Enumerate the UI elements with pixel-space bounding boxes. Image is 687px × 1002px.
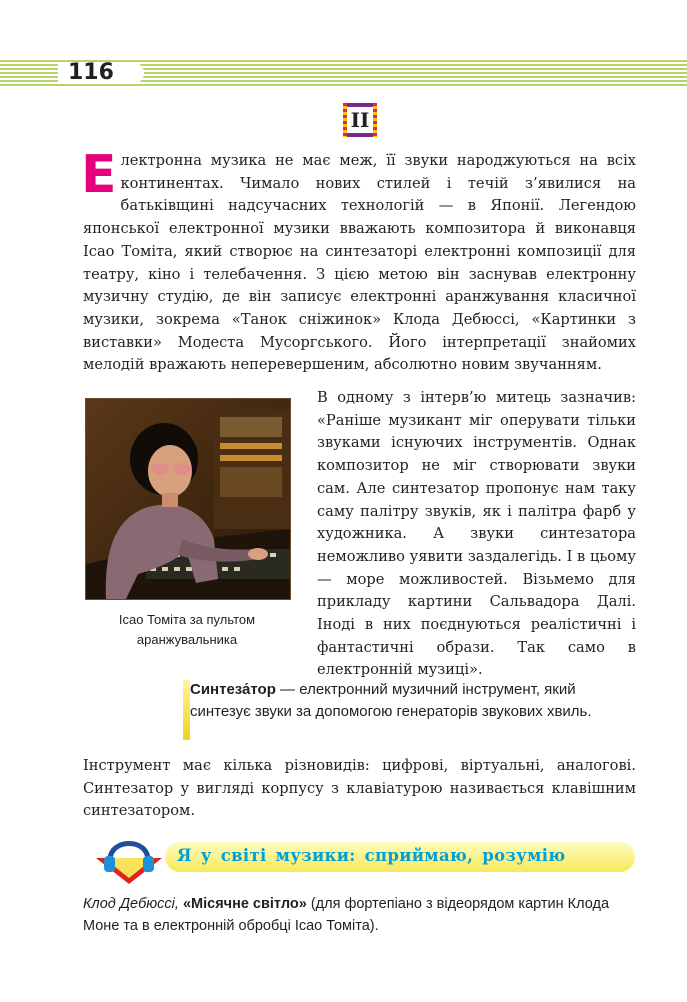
definition-text: — електронний музичний інструмент, який синтезує звуки за допомогою генераторів звукових хвиль.: [190, 681, 592, 720]
drop-cap: Е: [81, 145, 117, 205]
photo-illustration: [86, 399, 290, 599]
photo-caption: [84, 610, 290, 650]
paragraph-intro: [81, 145, 636, 377]
paragraph-intro-text: лектронна музика не має меж, її звуки народжуються на всіх континентах. Чимало нових стилей і течій з’явилися на батьківщині надсучасних технологій — в Японії. Легендою японської електронної музики вважають композитора й виконавця Ісао Томіта, який створює на синтезаторі електронні композиції для театру, кіно і телебачення. З цією метою він заснував електронну музичну студію, де він записує електронні аранжування класичної музики, зокрема «Танок сніжинок» Клода Дебюссі, «Картинки з виставки» Модеста Мусоргського. Його інтерпретації знайомих мелодій вражають неперевершеним, абсолютно новим звучанням.: [83, 152, 636, 374]
paragraph-interview: В одному з інтерв’ю митець зазначив: «Раніше музикант міг оперувати тільки звуками існуючих інструментів. Однак композитор не міг створювати звуки сам. Але синтезатор пропонує нам таку саму палітру звуків, як і палітра фарб у художника. А звуки синтезатора неможливо уявити заздалегідь. І в цьому — море можливостей. Візьмемо для прикладу картини Сальвадора Далі. Іноді в них поєднуються реалістичні і фантастичні образи. Так само в електронній музиці».: [317, 389, 636, 679]
definition-marker-bar: [183, 680, 190, 740]
tomita-photo: [85, 398, 291, 600]
photo-caption-line-2: аранжувальника: [136, 632, 238, 647]
piece-note: (для фортепіано з відеорядом картин Клода Моне та в електронній обробці Ісао Томіта).: [83, 896, 610, 934]
section-marker-label: ІІ: [347, 107, 373, 133]
definition-block: [190, 679, 636, 723]
definition-term: Синтеза́тор: [190, 681, 276, 698]
listening-assignment: [83, 893, 639, 937]
paragraph-instrument: Інструмент має кілька різновидів: цифрові, віртуальні, аналогові. Синтезатор у вигляді корпусу з клавіатурою називається клавішним синтезатором.: [83, 757, 636, 820]
headphones-icon: [96, 830, 162, 884]
section-marker: [343, 103, 377, 137]
photo-caption-line-1: Ісао Томіта за пультом: [118, 612, 256, 627]
piece-title: «Місячне світло»: [182, 896, 307, 912]
page-number: 116: [68, 60, 114, 85]
banner-title: Я у світі музики: сприймаю, розумію: [177, 846, 566, 865]
composer-name: Клод Дебюссі,: [83, 896, 179, 912]
